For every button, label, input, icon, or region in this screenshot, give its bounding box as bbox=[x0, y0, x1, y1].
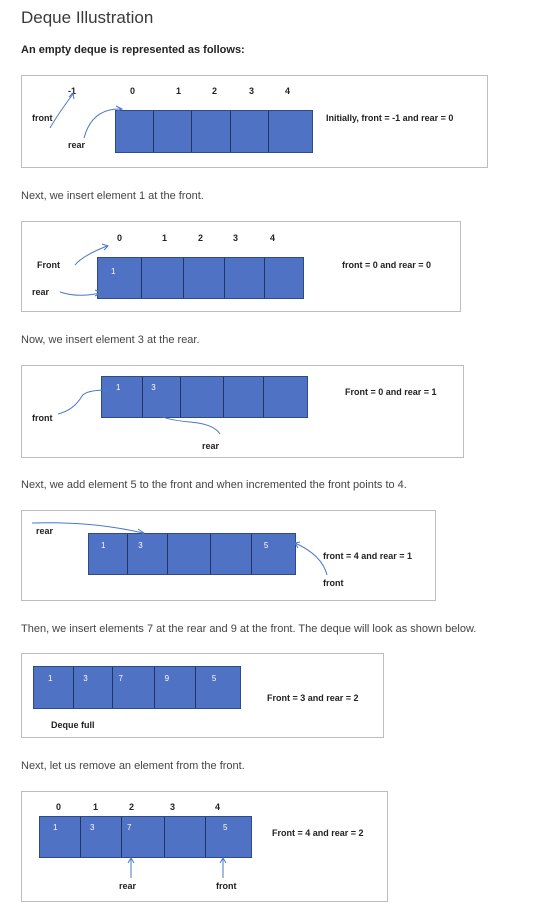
deque-cell: 3 bbox=[143, 377, 181, 417]
index-label: 1 bbox=[176, 86, 182, 96]
deque-cell: 1 bbox=[34, 667, 74, 708]
index-label: 0 bbox=[130, 86, 136, 96]
front-pointer-label: front bbox=[32, 113, 53, 123]
index-label: 4 bbox=[285, 86, 291, 96]
index-label: 3 bbox=[170, 802, 176, 812]
deque-cell: 3 bbox=[128, 534, 168, 574]
index-label: 0 bbox=[117, 233, 123, 243]
figure-insert-rear-3 bbox=[21, 365, 464, 458]
state-caption: Front = 0 and rear = 1 bbox=[345, 387, 437, 397]
index-label: 2 bbox=[129, 802, 135, 812]
rear-pointer-label: rear bbox=[119, 881, 137, 891]
figure-insert-front-1 bbox=[21, 221, 461, 312]
index-label: 2 bbox=[198, 233, 204, 243]
front-pointer-label: front bbox=[216, 881, 237, 891]
deque-cell: 1 bbox=[98, 258, 142, 298]
index-label: 3 bbox=[233, 233, 239, 243]
step-text: Next, let us remove an element from the front. bbox=[21, 760, 245, 772]
index-label: 0 bbox=[56, 802, 62, 812]
index-label: 4 bbox=[215, 802, 221, 812]
index-label: 4 bbox=[270, 233, 276, 243]
rear-pointer-label: rear bbox=[202, 441, 220, 451]
pointer-arrows bbox=[22, 792, 387, 901]
state-caption: front = 0 and rear = 0 bbox=[342, 260, 432, 270]
step-text: Then, we insert elements 7 at the rear and 9 at the front. The deque will look as shown below. bbox=[21, 623, 477, 635]
index-label: 3 bbox=[249, 86, 255, 96]
front-pointer-label: Front bbox=[37, 260, 60, 270]
pointer-arrows bbox=[22, 366, 463, 457]
deque-cell: 3 bbox=[81, 817, 122, 857]
figure-add-front-5 bbox=[21, 510, 436, 601]
deque-array bbox=[33, 666, 241, 709]
rear-pointer-label: rear bbox=[68, 140, 86, 150]
index-label: 1 bbox=[162, 233, 168, 243]
deque-cell: 5 bbox=[223, 823, 228, 832]
rear-pointer-label: rear bbox=[36, 526, 54, 536]
step-text: Next, we insert element 1 at the front. bbox=[21, 190, 204, 202]
front-pointer-label: front bbox=[32, 413, 53, 423]
figure-remove-front bbox=[21, 791, 388, 902]
deque-cell: 1 bbox=[102, 377, 143, 417]
state-caption: Front = 3 and rear = 2 bbox=[267, 693, 359, 703]
deque-cell: 5 bbox=[263, 541, 269, 550]
state-caption: Front = 4 and rear = 2 bbox=[272, 828, 364, 838]
deque-cell: 5 bbox=[211, 674, 217, 683]
deque-full-note: Deque full bbox=[51, 720, 95, 730]
step-text: Now, we insert element 3 at the rear. bbox=[21, 334, 200, 346]
deque-cell: 3 bbox=[74, 667, 113, 708]
deque-cell: 1 bbox=[89, 534, 128, 574]
figure-empty-deque bbox=[21, 75, 488, 168]
page-title: Deque Illustration bbox=[21, 8, 154, 27]
deque-cell: 7 bbox=[113, 667, 154, 708]
index-label: 2 bbox=[212, 86, 218, 96]
index-label: -1 bbox=[68, 86, 77, 96]
rear-pointer-label: rear bbox=[32, 287, 50, 297]
front-pointer-label: front bbox=[323, 578, 344, 588]
figure-deque-full bbox=[21, 653, 384, 738]
deque-cell: 9 bbox=[155, 667, 196, 708]
intro-subheading: An empty deque is represented as follows: bbox=[21, 44, 245, 56]
deque-cell: 7 bbox=[122, 817, 165, 857]
deque-cell: 1 bbox=[40, 817, 81, 857]
step-text: Next, we add element 5 to the front and when incremented the front points to 4. bbox=[21, 479, 407, 491]
state-caption: front = 4 and rear = 1 bbox=[323, 551, 413, 561]
index-label: 1 bbox=[93, 802, 99, 812]
state-caption: Initially, front = -1 and rear = 0 bbox=[326, 113, 454, 123]
